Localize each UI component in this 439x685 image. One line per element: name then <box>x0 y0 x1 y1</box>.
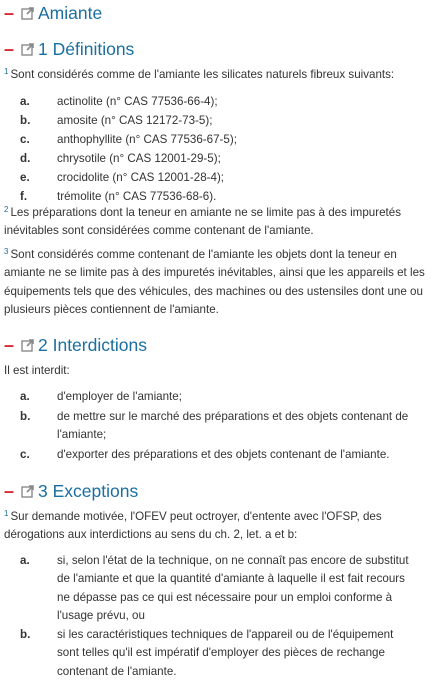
list-letter: a. <box>20 390 30 403</box>
paragraph-number: 3 <box>4 247 9 256</box>
paragraph-number: 1 <box>4 509 9 518</box>
list-letter: f. <box>20 190 28 203</box>
section-title: 2 Interdictions <box>38 335 147 355</box>
list-text: si les caractéristiques techniques de l'appareil ou de l'équipement sont telles qu'il est impératif d'employer des pièces de rechange contenant de l'amiante. <box>57 628 394 678</box>
list-letter: a. <box>20 95 30 108</box>
paragraph-number: 1 <box>4 67 9 76</box>
list-letter: d. <box>20 152 31 165</box>
list-text: de mettre sur le marché des préparations et des objets contenant de l'amiante; <box>57 410 409 442</box>
section-heading-amiante[interactable] <box>4 2 102 24</box>
page-title: Amiante <box>38 3 103 23</box>
section-heading-exceptions[interactable] <box>4 480 138 502</box>
section-title: 1 Définitions <box>38 39 135 59</box>
list-text: si, selon l'état de la technique, on ne connaît pas encore de substitut de l'amiante et que la quantité d'amiante à laquelle il est fait recours ne dépasse pas ce qui est nécessaire pour un emploi conforme à l'usage prévu, ou <box>57 554 409 623</box>
paragraph <box>4 204 434 241</box>
paragraph <box>4 246 434 320</box>
external-link-icon[interactable] <box>21 42 35 56</box>
external-link-icon[interactable] <box>21 484 35 498</box>
paragraph <box>4 362 434 380</box>
list-letter: b. <box>20 114 31 127</box>
paragraph-text: Il est interdit: <box>4 364 70 377</box>
collapse-icon[interactable]: – <box>4 39 15 59</box>
paragraph-text: Sont considérés comme contenant de l'amiante les objets dont la teneur en amiante ne se limite pas à des impuretés inévitables, ainsi que les appareils et les équipements tels que des véhicules, des machines ou des ustensiles dont une ou plusieurs pièces contiennent de l'amiante. <box>4 248 425 317</box>
list-text: trémolite (n° CAS 77536-68-6). <box>57 190 217 203</box>
list-letter: c. <box>20 448 30 461</box>
collapse-icon[interactable]: – <box>4 3 15 23</box>
paragraph-text: Sur demande motivée, l'OFEV peut octroyer, d'entente avec l'OFSP, des dérogations aux interdictions au sens du ch. 2, let. a et b: <box>4 510 382 542</box>
paragraph <box>4 508 434 545</box>
paragraph-text: Les préparations dont la teneur en amiante ne se limite pas à des impuretés inévitables sont considérées comme contenant de l'amiante. <box>4 206 402 238</box>
paragraph-text: Sont considérés comme de l'amiante les silicates naturels fibreux suivants: <box>10 68 395 81</box>
list-text: chrysotile (n° CAS 12001-29-5); <box>57 152 221 165</box>
list-text: amosite (n° CAS 12172-73-5); <box>57 114 213 127</box>
paragraph-number: 2 <box>4 205 9 214</box>
section-heading-definitions[interactable] <box>4 38 134 60</box>
list-text: actinolite (n° CAS 77536-66-4); <box>57 95 218 108</box>
collapse-icon[interactable]: – <box>4 335 15 355</box>
external-link-icon[interactable] <box>21 6 35 20</box>
section-heading-interdictions[interactable] <box>4 334 147 356</box>
paragraph <box>4 66 434 84</box>
collapse-icon[interactable]: – <box>4 481 15 501</box>
list-text: crocidolite (n° CAS 12001-28-4); <box>57 171 225 184</box>
list-text: d'employer de l'amiante; <box>57 390 182 403</box>
list-letter: e. <box>20 171 30 184</box>
list-letter: a. <box>20 554 30 567</box>
list-letter: c. <box>20 133 30 146</box>
section-title: 3 Exceptions <box>38 481 139 501</box>
list-letter: b. <box>20 410 31 423</box>
list-text: anthophyllite (n° CAS 77536-67-5); <box>57 133 237 146</box>
external-link-icon[interactable] <box>21 338 35 352</box>
list-text: d'exporter des préparations et des objets contenant de l'amiante. <box>57 448 390 461</box>
list-letter: b. <box>20 628 31 641</box>
